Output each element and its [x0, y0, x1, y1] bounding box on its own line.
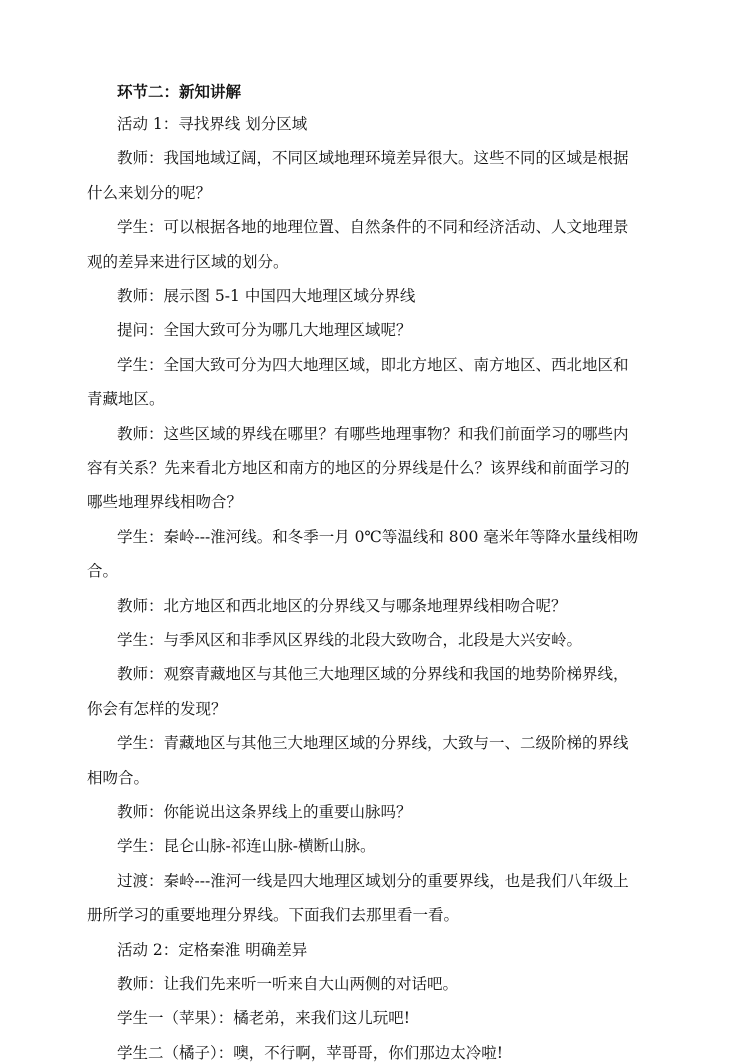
text-line: 相吻合。 [87, 768, 150, 787]
text-line: 教师：观察青藏地区与其他三大地理区域的分界线和我国的地势阶梯界线， [117, 665, 629, 684]
text-line: 观的差异来进行区域的划分。 [87, 252, 289, 271]
text-line: 教师：北方地区和西北地区的分界线又与哪条地理界线相吻合呢？ [117, 596, 567, 615]
text-line: 容有关系？先来看北方地区和南方的地区的分界线是什么？该界线和前面学习的 [87, 459, 630, 477]
text-line: 教师：让我们先来听一听来自大山两侧的对话吧。 [117, 975, 459, 993]
text-line: 学生二（橘子）：噢，不行啊，苹哥哥，你们那边太冷啦! [117, 1043, 503, 1062]
text-line: 学生：可以根据各地的地理位置、自然条件的不同和经济活动、人文地理景 [117, 218, 629, 237]
text-line: 教师：我国地域辽阔，不同区域地理环境差异很大。这些不同的区域是根据 [117, 149, 629, 168]
text-line: 你会有怎样的发现？ [87, 699, 227, 718]
text-line: 提问：全国大致可分为哪几大地理区域呢？ [117, 321, 412, 340]
text-line: 过渡：秦岭---淮河一线是四大地理区域划分的重要界线，也是我们八年级上 [117, 871, 629, 890]
text-line: 学生：昆仑山脉-祁连山脉-横断山脉。 [117, 837, 376, 856]
text-line: 教师：展示图 5-1 中国四大地理区域分界线 [117, 287, 416, 305]
text-line: 教师：这些区域的界线在哪里？有哪些地理事物？和我们前面学习的哪些内 [117, 424, 629, 443]
text-line: 合。 [87, 562, 119, 581]
text-line: 哪些地理界线相吻合？ [87, 493, 243, 512]
text-line: 什么来划分的呢？ [87, 183, 212, 202]
text-line: 教师：你能说出这条界线上的重要山脉吗？ [117, 803, 412, 821]
text-line: 学生：青藏地区与其他三大地理区域的分界线，大致与一、二级阶梯的界线 [117, 734, 629, 753]
text-line: 学生：秦岭---淮河线。和冬季一月 0℃等温线和 800 毫米年等降水量线相吻 [117, 527, 639, 546]
section-title: 环节二：新知讲解 [117, 82, 242, 101]
text-line: 青藏地区。 [87, 390, 165, 409]
text-line: 活动 2：定格秦淮 明确差异 [117, 940, 308, 959]
text-line: 学生：全国大致可分为四大地理区域，即北方地区、南方地区、西北地区和 [117, 355, 629, 374]
text-line: 活动 1：寻找界线 划分区域 [117, 115, 308, 133]
text-line: 学生：与季风区和非季风区界线的北段大致吻合，北段是大兴安岭。 [117, 631, 583, 649]
text-line: 学生一（苹果）：橘老弟，来我们这儿玩吧! [117, 1009, 410, 1028]
text-line: 册所学习的重要地理分界线。下面我们去那里看一看。 [87, 906, 460, 925]
